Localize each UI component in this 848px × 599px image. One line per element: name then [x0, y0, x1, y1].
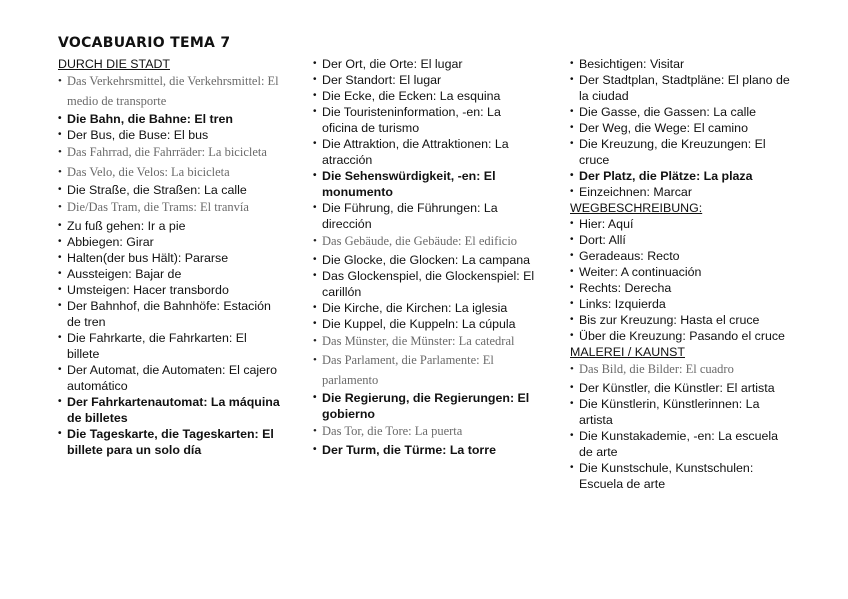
- list-item: • Die Gasse, die Gassen: La calle: [570, 104, 792, 120]
- list-item: • Rechts: Derecha: [570, 280, 792, 296]
- list-item: • Das Gebäude, die Gebäude: El edificio: [313, 232, 539, 252]
- list-item: • Links: Izquierda: [570, 296, 792, 312]
- list-item: • Die Attraktion, die Attraktionen: La atracción: [313, 136, 539, 168]
- list-item: • Bis zur Kreuzung: Hasta el cruce: [570, 312, 792, 328]
- section-heading-malerei: MALEREI / KAUNST: [570, 345, 685, 359]
- list-item: • Die Glocke, die Glocken: La campana: [313, 252, 539, 268]
- list-item: • Der Standort: El lugar: [313, 72, 539, 88]
- list-item: • Die Tageskarte, die Tageskarten: El billete para un solo día: [58, 426, 280, 458]
- list-item: • Der Ort, die Orte: El lugar: [313, 56, 539, 72]
- vocab-list-wegbeschreibung: [570, 216, 792, 344]
- list-item: • Der Fahrkartenautomat: La máquina de billetes: [58, 394, 280, 426]
- list-item: • Über die Kreuzung: Pasando el cruce: [570, 328, 792, 344]
- list-item: • Das Glockenspiel, die Glockenspiel: El carillón: [313, 268, 539, 300]
- list-item: • Abbiegen: Girar: [58, 234, 280, 250]
- list-item: • Die Bahn, die Bahne: El tren: [58, 111, 280, 127]
- list-item: • Der Weg, die Wege: El camino: [570, 120, 792, 136]
- vocab-list-malerei: [570, 360, 792, 492]
- section-heading-durch-die-stadt: DURCH DIE STADT: [58, 57, 170, 71]
- list-item: • Die Kunstschule, Kunstschulen: Escuela de arte: [570, 460, 792, 492]
- list-item: • Einzeichnen: Marcar: [570, 184, 792, 200]
- vocab-list-ort: [313, 56, 539, 458]
- column-2: [313, 56, 539, 458]
- section-heading-wegbeschreibung: WEGBESCHREIBUNG:: [570, 201, 703, 215]
- list-item: • Die Ecke, die Ecken: La esquina: [313, 88, 539, 104]
- list-item: • Die Kirche, die Kirchen: La iglesia: [313, 300, 539, 316]
- list-item: • Die/Das Tram, die Trams: El tranvía: [58, 198, 280, 218]
- document-title: VOCABUARIO TEMA 7: [58, 35, 231, 51]
- list-item: • Die Regierung, die Regierungen: El gobierno: [313, 390, 539, 422]
- list-item: • Geradeaus: Recto: [570, 248, 792, 264]
- list-item: • Aussteigen: Bajar de: [58, 266, 280, 282]
- list-item: • Der Platz, die Plätze: La plaza: [570, 168, 792, 184]
- vocab-list-stadtplan: [570, 56, 792, 200]
- list-item: • Das Parlament, die Parlamente: El parlamento: [313, 351, 539, 390]
- list-item: • Die Sehenswürdigkeit, -en: El monumento: [313, 168, 539, 200]
- list-item: • Das Fahrrad, die Fahrräder: La bicicleta: [58, 143, 280, 163]
- list-item: • Die Kreuzung, die Kreuzungen: El cruce: [570, 136, 792, 168]
- list-item: • Dort: Allí: [570, 232, 792, 248]
- list-item: • Weiter: A continuación: [570, 264, 792, 280]
- list-item: • Hier: Aquí: [570, 216, 792, 232]
- list-item: • Der Künstler, die Künstler: El artista: [570, 380, 792, 396]
- list-item: • Der Automat, die Automaten: El cajero automático: [58, 362, 280, 394]
- list-item: • Das Bild, die Bilder: El cuadro: [570, 360, 792, 380]
- list-item: • Die Führung, die Führungen: La dirección: [313, 200, 539, 232]
- list-item: • Die Kuppel, die Kuppeln: La cúpula: [313, 316, 539, 332]
- list-item: • Die Kunstakademie, -en: La escuela de arte: [570, 428, 792, 460]
- list-item: • Der Turm, die Türme: La torre: [313, 442, 539, 458]
- column-1: [58, 56, 280, 458]
- list-item: • Das Velo, die Velos: La bicicleta: [58, 163, 280, 183]
- list-item: • Das Tor, die Tore: La puerta: [313, 422, 539, 442]
- list-item: • Das Münster, die Münster: La catedral: [313, 332, 539, 352]
- list-item: • Der Bus, die Buse: El bus: [58, 127, 280, 143]
- list-item: • Der Bahnhof, die Bahnhöfe: Estación de tren: [58, 298, 280, 330]
- list-item: • Umsteigen: Hacer transbordo: [58, 282, 280, 298]
- list-item: • Die Künstlerin, Künstlerinnen: La artista: [570, 396, 792, 428]
- list-item: • Die Fahrkarte, die Fahrkarten: El billete: [58, 330, 280, 362]
- list-item: • Die Touristeninformation, -en: La oficina de turismo: [313, 104, 539, 136]
- list-item: • Besichtigen: Visitar: [570, 56, 792, 72]
- list-item: • Zu fuß gehen: Ir a pie: [58, 218, 280, 234]
- list-item: • Halten(der bus Hält): Pararse: [58, 250, 280, 266]
- column-3: [570, 56, 792, 492]
- vocab-list-durch-die-stadt: [58, 72, 280, 458]
- list-item: • Das Verkehrsmittel, die Verkehrsmittel: El medio de transporte: [58, 72, 280, 111]
- list-item: • Die Straße, die Straßen: La calle: [58, 182, 280, 198]
- list-item: • Der Stadtplan, Stadtpläne: El plano de la ciudad: [570, 72, 792, 104]
